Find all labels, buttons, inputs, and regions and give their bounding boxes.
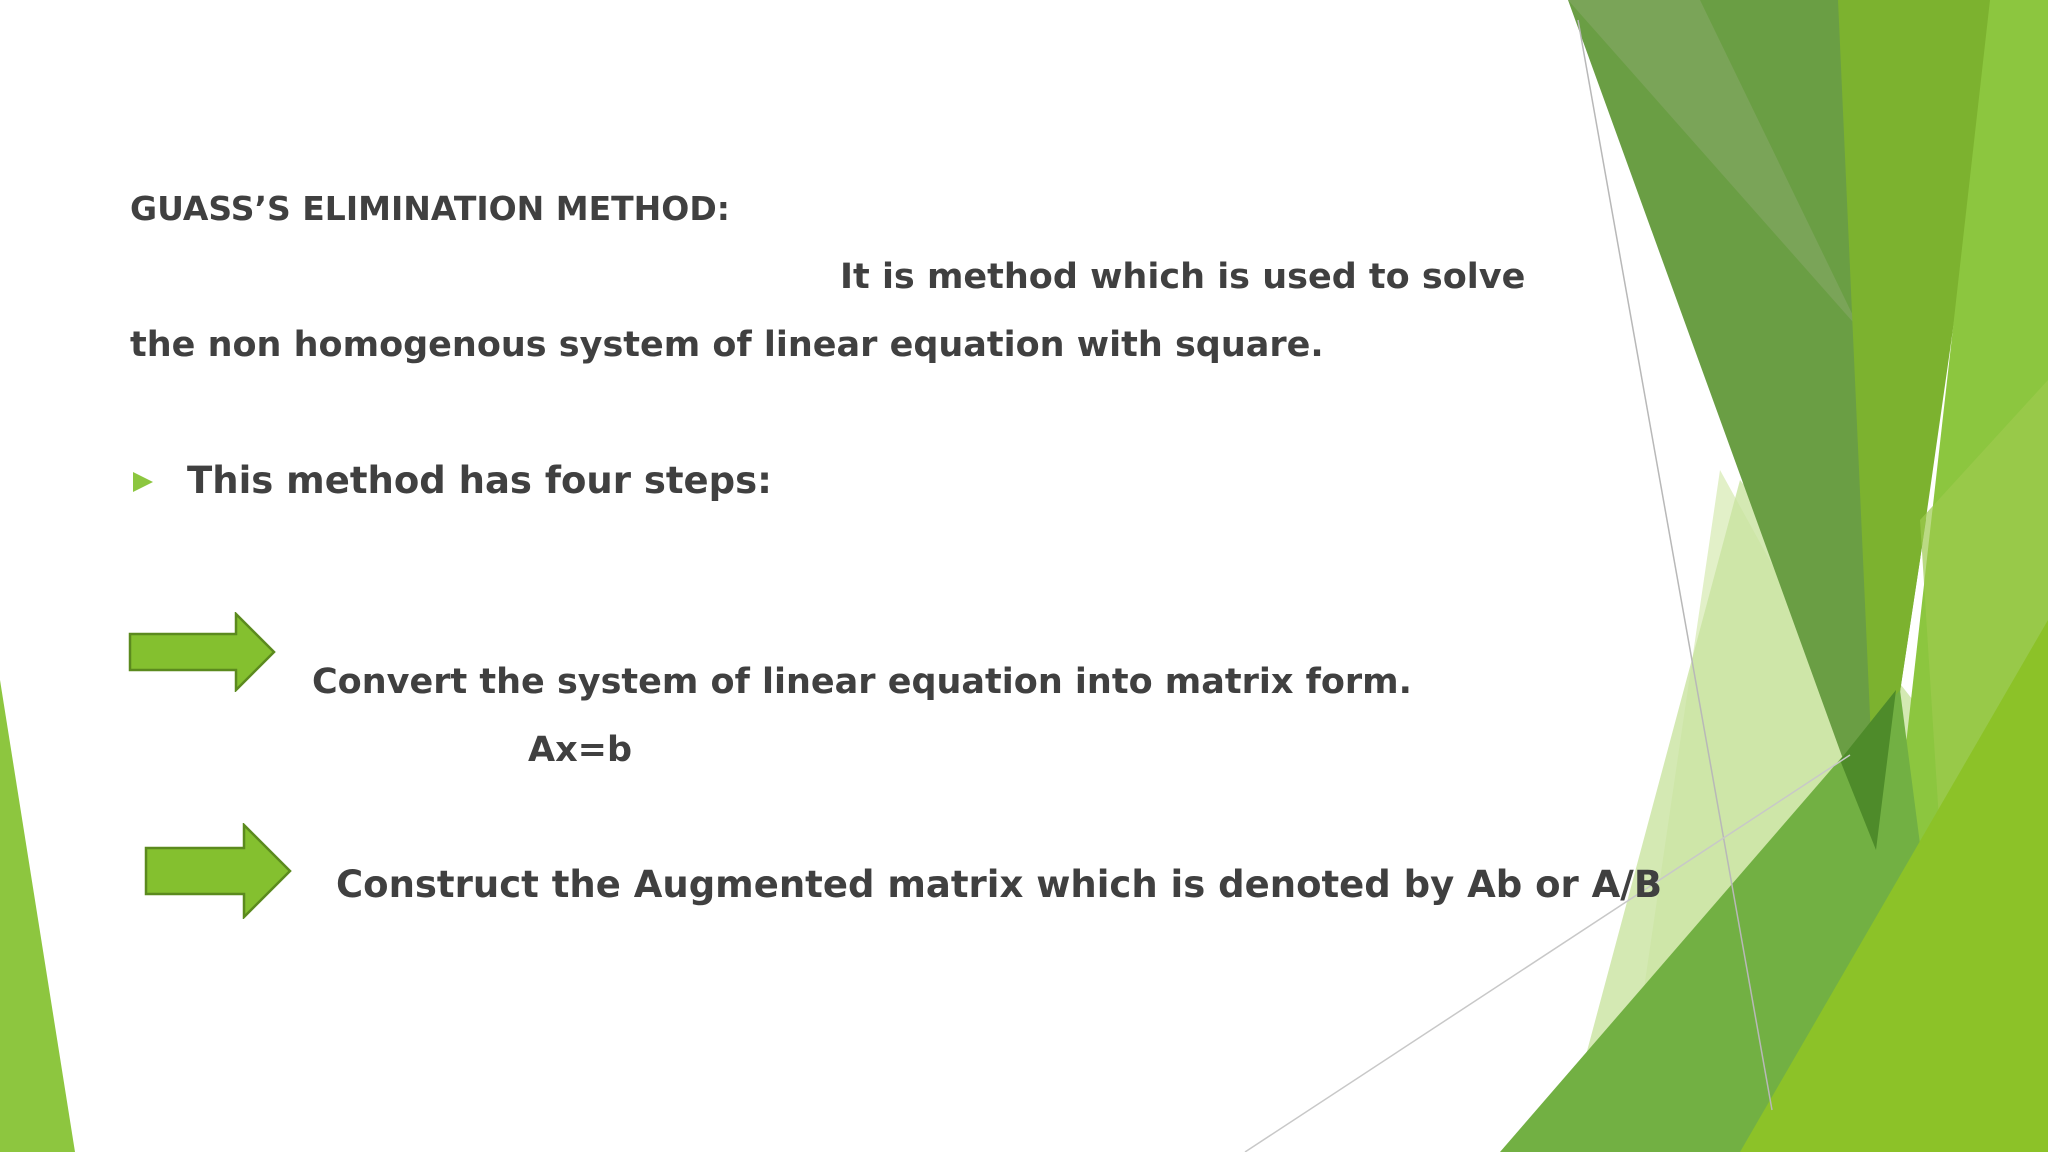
bullet-text: This method has four steps: (187, 459, 772, 502)
slide-title: GUASS’S ELIMINATION METHOD: (130, 189, 730, 228)
left-green-sliver (0, 680, 75, 1152)
step-2-text: Construct the Augmented matrix which is denoted by Ab or A/B (336, 863, 1663, 906)
right-arrow-icon (128, 612, 278, 692)
intro-line-2: the non homogenous system of linear equation with square. (130, 325, 1324, 365)
intro-line-1: It is method which is used to solve (840, 257, 1526, 297)
right-arrow-icon (144, 823, 294, 919)
triangle-bullet-icon (131, 470, 155, 494)
step-1-formula: Ax=b (528, 730, 633, 770)
step-1-text: Convert the system of linear equation into matrix form. (312, 662, 1412, 702)
